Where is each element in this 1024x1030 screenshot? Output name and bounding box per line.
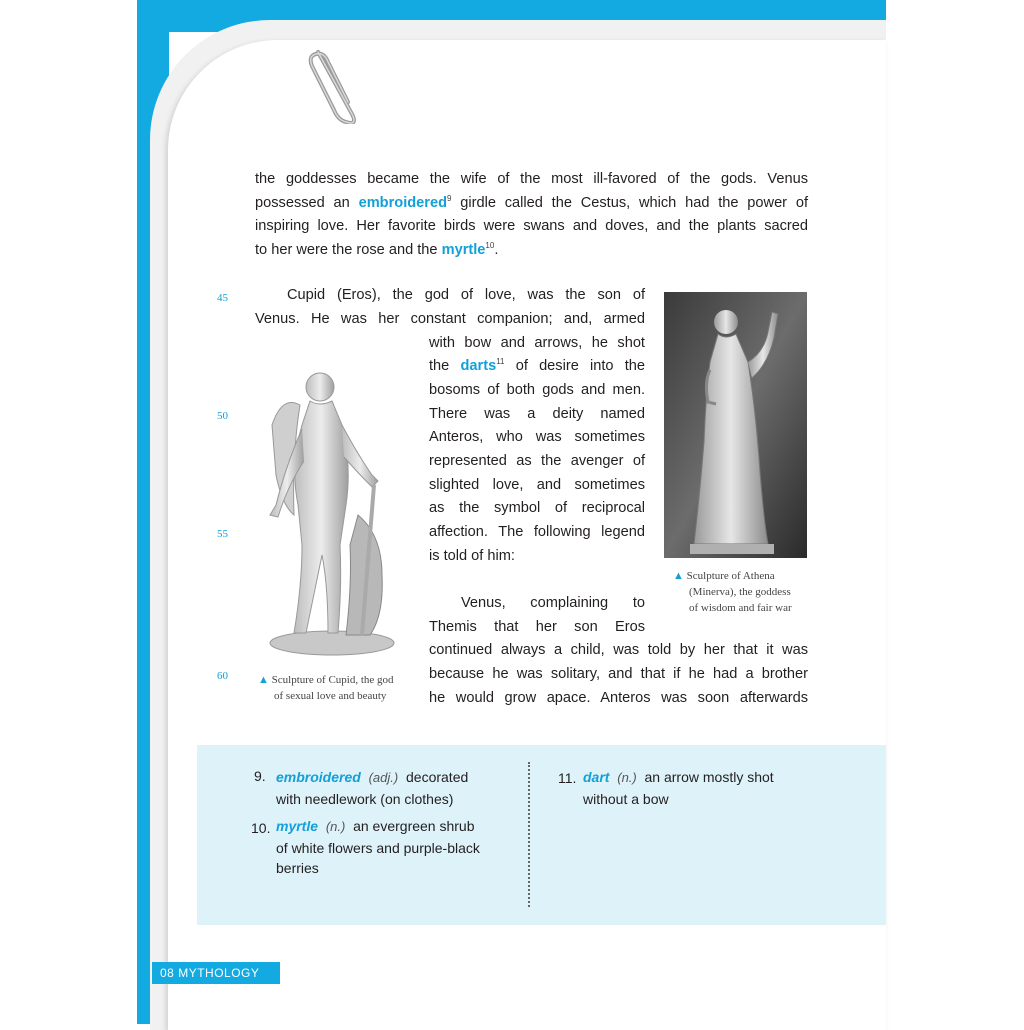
body-line: the darts$^{11}$ of desire into the	[429, 357, 646, 374]
body-line: Themis that her son Eros	[429, 619, 645, 635]
triangle-marker-icon: ▲	[258, 674, 269, 686]
body-line: Venus, complaining to	[461, 595, 645, 611]
body-line: Cupid (Eros), the god of love, was the son of	[287, 287, 645, 303]
keyword-embroidered: embroidered	[358, 194, 447, 211]
body-line: bosoms of both gods and men.	[429, 382, 645, 398]
line-number: 50	[217, 410, 228, 422]
athena-statue-image	[664, 292, 807, 558]
glossary-entry-embroidered: embroidered (adj.) decorated with needlework (on clothes)	[276, 769, 469, 807]
line-number: 60	[217, 670, 228, 682]
body-line: There was a deity named	[429, 406, 645, 422]
keyword-myrtle: myrtle	[441, 242, 486, 259]
page-number: 08	[160, 966, 175, 980]
athena-caption: ▲ Sculpture of Athena (Minerva), the goddess of wisdom and fair war	[673, 570, 792, 614]
body-line: continued always a child, was told by her that it was	[429, 642, 808, 658]
body-line: affection. The following legend	[429, 524, 645, 540]
para-line: to her were the rose and the myrtle$^{10}$.	[255, 241, 499, 259]
body-line: is told of him:	[429, 548, 515, 564]
body-line: slighted love, and sometimes	[429, 477, 645, 493]
glossary-number: 9.	[254, 768, 266, 784]
paperclip-icon	[300, 44, 370, 124]
body-line: Anteros, who was sometimes	[429, 429, 645, 445]
body-line: he would grow apace. Anteros was soon afterwards	[429, 690, 808, 706]
para-line: inspiring love. Her favorite birds were swans and doves, and the plants sacred	[255, 218, 808, 235]
body-line: represented as the avenger of	[429, 453, 645, 469]
glossary-number: 11.	[558, 770, 577, 786]
body-line: with bow and arrows, he shot	[429, 335, 645, 351]
glossary-entry-dart: dart (n.) an arrow mostly shot without a bow	[583, 769, 774, 807]
glossary-number: 10.	[251, 820, 271, 836]
paragraph-top	[255, 168, 808, 263]
glossary-entry-myrtle: myrtle (n.) an evergreen shrub of white flowers and purple-black berries	[276, 818, 480, 876]
cupid-caption: ▲ Sculpture of Cupid, the god of sexual love and beauty	[258, 674, 394, 702]
section-title: MYTHOLOGY	[178, 966, 260, 980]
para-line: the goddesses became the wife of the most ill-favored of the gods. Venus	[255, 171, 808, 187]
para-line: possessed an embroidered$^9$ girdle called the Cestus, which had the power of	[255, 193, 809, 211]
body-line: as the symbol of reciprocal	[429, 500, 645, 516]
triangle-marker-icon: ▲	[673, 570, 684, 582]
body-line: because he was solitary, and that if he had a brother	[429, 666, 808, 682]
glossary-divider	[528, 762, 530, 907]
cupid-statue-image	[262, 365, 402, 660]
body-line: Venus. He was her constant companion; and, armed	[255, 311, 645, 327]
line-number: 45	[217, 292, 228, 304]
line-number: 55	[217, 528, 228, 540]
page-footer-tab	[152, 962, 280, 984]
keyword-darts: darts	[460, 358, 497, 374]
